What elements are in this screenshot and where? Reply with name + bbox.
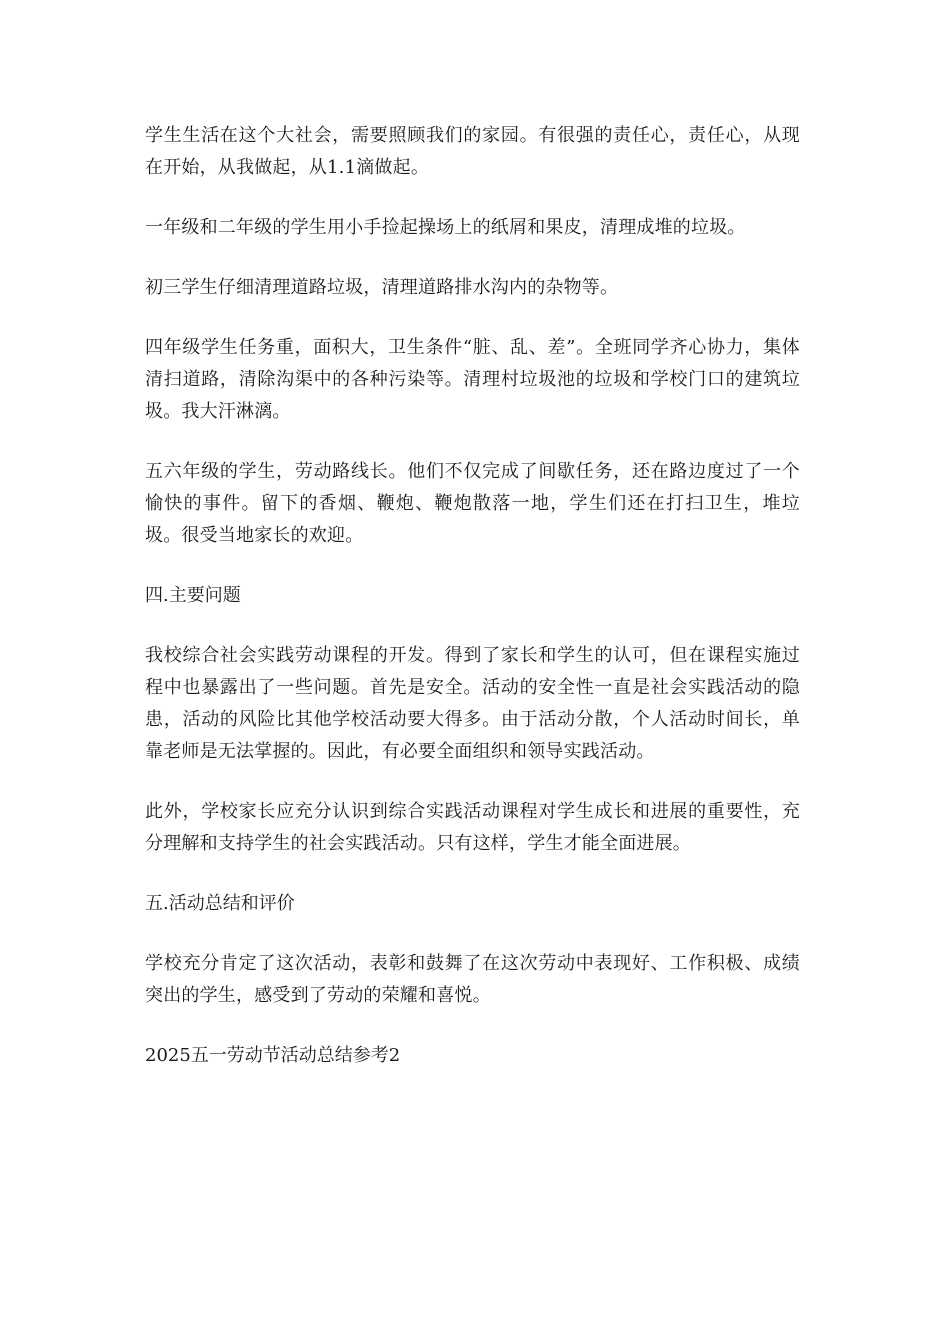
paragraph-problems: 我校综合社会实践劳动课程的开发。得到了家长和学生的认可，但在课程实施过程中也暴露出了一些问题。首先是安全。活动的安全性一直是社会实践活动的隐患，活动的风险比其他学校活动要大得多。由于活动分散，个人活动时间长，单靠老师是无法掌握的。因此，有必要全面组织和领导实践活动。 [145, 645, 800, 762]
paragraph-parents: 此外，学校家长应充分认识到综合实践活动课程对学生成长和进展的重要性，充分理解和支持学生的社会实践活动。只有这样，学生才能全面进展。 [145, 801, 800, 854]
paragraph-grade-9: 初三学生仔细清理道路垃圾，清理道路排水沟内的杂物等。 [145, 277, 619, 298]
paragraph-grade-4: 四年级学生任务重，面积大，卫生条件“脏、乱、差”。全班同学齐心协力，集体清扫道路，清除沟渠中的各种污染等。清理村垃圾池的垃圾和学校门口的建筑垃圾。我大汗淋漓。 [145, 337, 800, 422]
paragraph-summary: 学校充分肯定了这次活动，表彰和鼓舞了在这次劳动中表现好、工作积极、成绩突出的学生，感受到了劳动的荣耀和喜悦。 [145, 953, 800, 1006]
next-document-title: 2025五一劳动节活动总结参考2 [145, 1045, 401, 1066]
paragraph-intro: 学生生活在这个大社会，需要照顾我们的家园。有很强的责任心，责任心，从现在开始，从我做起，从1.1滴做起。 [145, 125, 800, 178]
section-heading-main-problems: 四.主要问题 [145, 585, 241, 606]
paragraph-grade-5-6: 五六年级的学生，劳动路线长。他们不仅完成了间歇任务，还在路边度过了一个愉快的事件。留下的香烟、鞭炮、鞭炮散落一地，学生们还在打扫卫生，堆垃圾。很受当地家长的欢迎。 [145, 461, 800, 546]
section-heading-summary: 五.活动总结和评价 [145, 893, 295, 914]
paragraph-grade-1-2: 一年级和二年级的学生用小手捡起操场上的纸屑和果皮，清理成堆的垃圾。 [145, 217, 746, 238]
